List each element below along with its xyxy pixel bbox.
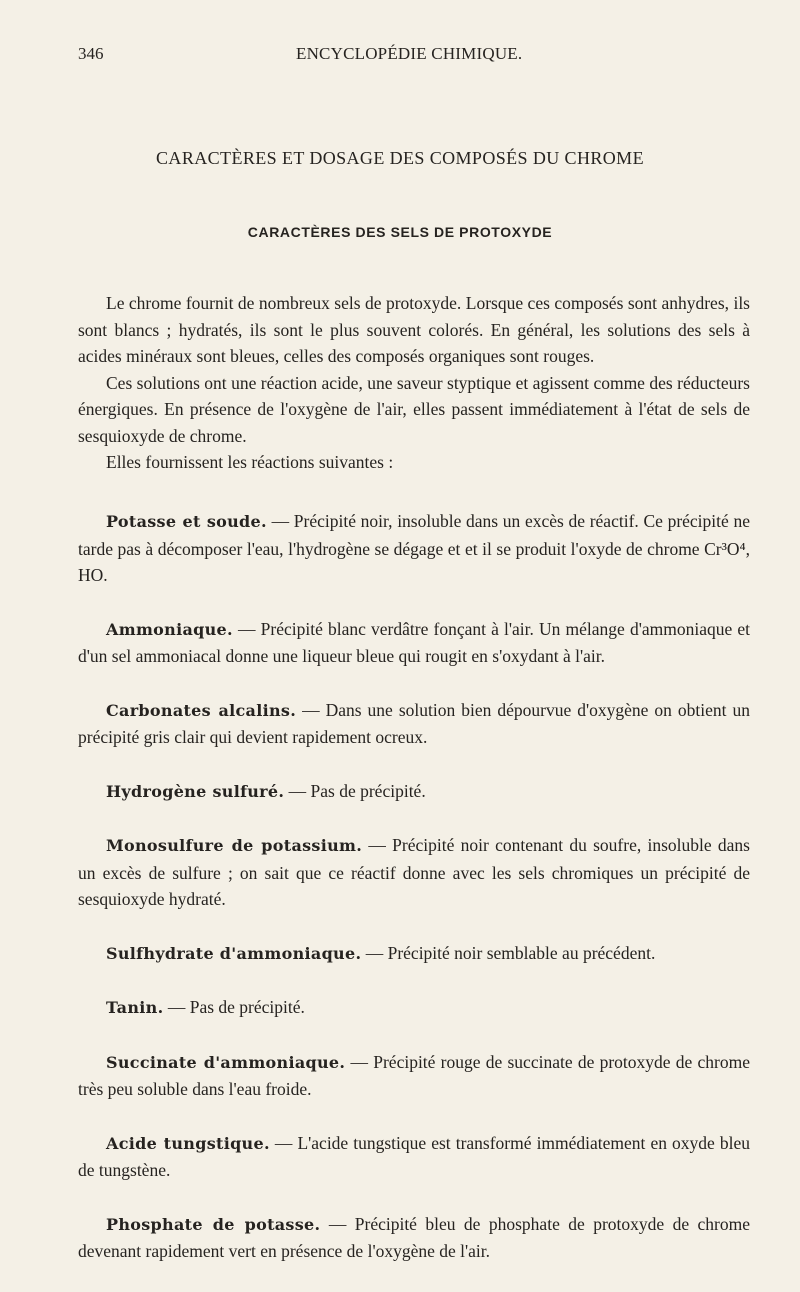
page-number: 346 (78, 44, 104, 63)
intro-paragraph: Ces solutions ont une réaction acide, une saveur styptique et agissent comme des réducteurs énergiques. En présence de l'oxygène de l'air, elles passent immédiatement à l'état de sels de sesquioxyde de chrome. (78, 372, 750, 446)
reaction-description: — Précipité noir semblable au précédent. (361, 942, 656, 963)
reaction-paragraph (78, 832, 750, 913)
reagent-name: Acide tungstique. (106, 1133, 270, 1153)
reaction-paragraph (78, 1049, 750, 1103)
reaction-description: — Précipité blanc verdâtre fonçant à l'air. Un mélange d'ammoniaque et d'un sel ammoniacal donne une liqueur bleue qui rougit en s'oxydant à l'air. (78, 618, 750, 666)
reaction-description: — Précipité noir contenant du soufre, insoluble dans un excès de sulfure ; on sait que ce réactif donne avec les sels chromiques un précipité de sesquioxyde hydraté. (78, 835, 750, 909)
reaction-paragraph (78, 508, 750, 589)
page-header (78, 44, 750, 72)
reaction-description: — Précipité rouge de succinate de protoxyde de chrome très peu soluble dans l'eau froide. (78, 1051, 750, 1099)
intro-paragraph: Elles fournissent les réactions suivantes : (106, 452, 394, 472)
reaction-paragraph (78, 778, 750, 806)
reaction-paragraph (78, 697, 750, 751)
reagent-name: Succinate d'ammoniaque. (106, 1052, 346, 1072)
reagent-name: Carbonates alcalins. (106, 700, 297, 720)
reagent-name: Phosphate de potasse. (106, 1214, 321, 1234)
reaction-description: — Pas de précipité. (163, 997, 305, 1017)
intro-text (78, 290, 750, 476)
reagent-name: Ammoniaque. (106, 619, 233, 639)
reagent-name: Sulfhydrate d'ammoniaque. (106, 943, 362, 963)
reaction-paragraph (78, 994, 750, 1022)
reaction-paragraph (78, 616, 750, 670)
reaction-description: — L'acide tungstique est transformé immédiatement en oxyde bleu de tungstène. (78, 1132, 750, 1180)
reaction-paragraph (78, 1130, 750, 1184)
reagent-name: Potasse et soude. (106, 512, 267, 531)
reaction-description: — Précipité noir, insoluble dans un excès de réactif. Ce précipité ne tarde pas à décomposer l'eau, l'hydrogène se dégage et et il se produit l'oxyde de chrome Cr³O⁴, HO. (78, 511, 750, 585)
reagent-name: Tanin. (106, 998, 164, 1017)
reaction-description: — Précipité bleu de phosphate de protoxyde de chrome devenant rapidement vert en présence de l'oxygène de l'air. (78, 1213, 750, 1261)
reaction-paragraph (78, 1211, 750, 1265)
reagent-name: Monosulfure de potassium. (106, 836, 363, 855)
reaction-description: — Pas de précipité. (284, 780, 426, 801)
section-title: CARACTÈRES ET DOSAGE DES COMPOSÉS DU CHROME (156, 148, 644, 168)
reaction-description: — Dans une solution bien dépourvue d'oxygène on obtient un précipité gris clair qui devient rapidement ocreux. (78, 699, 750, 747)
intro-paragraph: Le chrome fournit de nombreux sels de protoxyde. Lorsque ces composés sont anhydres, ils sont blancs ; hydratés, ils sont le plus souvent colorés. En général, les solutions des sels à acides minéraux sont bleues, celles des composés organiques sont rouges. (78, 293, 750, 366)
reaction-paragraph (78, 940, 750, 968)
reagent-name: Hydrogène sulfuré. (106, 781, 285, 801)
subsection-title: CARACTÈRES DES SELS DE PROTOXYDE (247, 224, 553, 240)
running-head: ENCYCLOPÉDIE CHIMIQUE. (296, 44, 523, 63)
reactions-list (78, 508, 750, 1292)
